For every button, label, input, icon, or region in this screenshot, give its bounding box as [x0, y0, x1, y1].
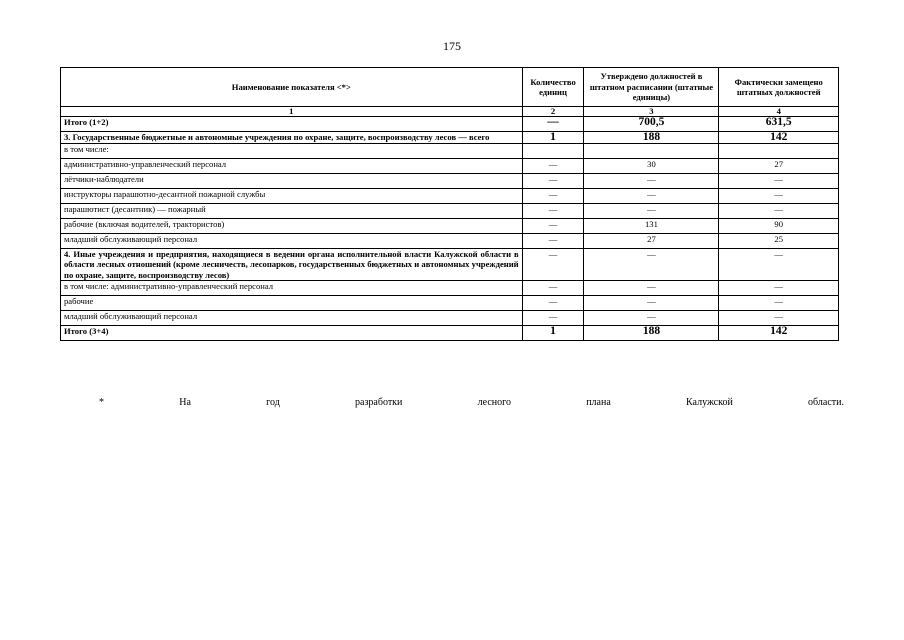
row-count: —	[522, 173, 584, 188]
row-approved: —	[584, 311, 719, 326]
row-count: —	[522, 117, 584, 132]
row-actual: 27	[719, 158, 839, 173]
row-approved: —	[584, 173, 719, 188]
row-approved: —	[584, 203, 719, 218]
footnote-word: области.	[808, 397, 844, 408]
table-row	[61, 296, 839, 311]
row-actual	[719, 143, 839, 158]
row-count	[522, 143, 584, 158]
table-row-section-4	[61, 248, 839, 281]
row-name: младший обслуживающий персонал	[61, 311, 523, 326]
column-number: 3	[584, 107, 719, 117]
row-approved: 27	[584, 233, 719, 248]
row-count: —	[522, 281, 584, 296]
row-approved	[584, 143, 719, 158]
row-actual: 631,5	[719, 117, 839, 132]
row-name: рабочие	[61, 296, 523, 311]
page-number: 175	[443, 39, 461, 53]
footnote-word: На	[179, 397, 191, 408]
table-row	[61, 311, 839, 326]
header-approved-positions: Утверждено должностей в штатном расписании (штатные единицы)	[584, 68, 719, 107]
row-count: —	[522, 158, 584, 173]
table-row	[61, 281, 839, 296]
table-row-total-1-2	[61, 117, 839, 132]
row-approved: 30	[584, 158, 719, 173]
header-actual-positions: Фактически замещено штатных должностей	[719, 68, 839, 107]
footnote-word: плана	[586, 397, 611, 408]
row-name: рабочие (включая водителей, трактористов)	[61, 218, 523, 233]
row-name: лётчики-наблюдатели	[61, 173, 523, 188]
row-name: парашютист (десантник) — пожарный	[61, 203, 523, 218]
table-row	[61, 218, 839, 233]
row-count: 1	[522, 326, 584, 341]
column-number: 4	[719, 107, 839, 117]
table-row	[61, 143, 839, 158]
header-indicator-name: Наименование показателя <*>	[61, 68, 523, 107]
row-approved: —	[584, 296, 719, 311]
row-actual: 25	[719, 233, 839, 248]
footnote-word: разработки	[355, 397, 403, 408]
footnote-word: *	[99, 397, 104, 408]
footnote-word: год	[266, 397, 280, 408]
staffing-table	[60, 67, 839, 341]
table-row	[61, 188, 839, 203]
header-unit-count: Количество единиц	[522, 68, 584, 107]
row-approved: 188	[584, 326, 719, 341]
row-actual: —	[719, 173, 839, 188]
row-actual: —	[719, 188, 839, 203]
row-approved: —	[584, 248, 719, 281]
row-name: 3. Государственные бюджетные и автономные учреждения по охране, защите, воспроизводству лесов — всего	[61, 132, 523, 144]
row-actual: —	[719, 296, 839, 311]
row-count: 1	[522, 132, 584, 144]
row-name: административно-управленческий персонал	[61, 158, 523, 173]
table-row	[61, 203, 839, 218]
row-name: инструкторы парашютно-десантной пожарной службы	[61, 188, 523, 203]
footnote	[99, 397, 844, 408]
row-count: —	[522, 248, 584, 281]
column-number-row	[61, 107, 839, 117]
row-actual: 90	[719, 218, 839, 233]
footnote-word: лесного	[477, 397, 511, 408]
row-approved: —	[584, 281, 719, 296]
row-count: —	[522, 311, 584, 326]
row-approved: 188	[584, 132, 719, 144]
row-actual: —	[719, 203, 839, 218]
row-approved: 700,5	[584, 117, 719, 132]
row-name: Итого (1+2)	[61, 117, 523, 132]
row-actual: 142	[719, 326, 839, 341]
row-count: —	[522, 233, 584, 248]
row-count: —	[522, 188, 584, 203]
row-actual: —	[719, 248, 839, 281]
table-row	[61, 173, 839, 188]
table-row	[61, 158, 839, 173]
table-row	[61, 233, 839, 248]
table-row-total-3-4	[61, 326, 839, 341]
row-name: младший обслуживающий персонал	[61, 233, 523, 248]
row-count: —	[522, 203, 584, 218]
row-name: в том числе:	[61, 143, 523, 158]
column-number: 1	[61, 107, 523, 117]
footnote-word: Калужской	[686, 397, 733, 408]
row-actual: —	[719, 281, 839, 296]
row-count: —	[522, 218, 584, 233]
table-row-section-3	[61, 132, 839, 144]
row-approved: 131	[584, 218, 719, 233]
row-name: Итого (3+4)	[61, 326, 523, 341]
row-name: 4. Иные учреждения и предприятия, находящиеся в ведении органа исполнительной власти Калужской области в области лесных отношений (кроме лесничеств, лесопарков, государственных бюджетных и автономных учреждений по охране, защите, воспроизводству лесов)	[61, 248, 523, 281]
row-actual: —	[719, 311, 839, 326]
row-approved: —	[584, 188, 719, 203]
row-name: в том числе: административно-управленческий персонал	[61, 281, 523, 296]
table-header-row	[61, 68, 839, 107]
row-count: —	[522, 296, 584, 311]
row-actual: 142	[719, 132, 839, 144]
column-number: 2	[522, 107, 584, 117]
